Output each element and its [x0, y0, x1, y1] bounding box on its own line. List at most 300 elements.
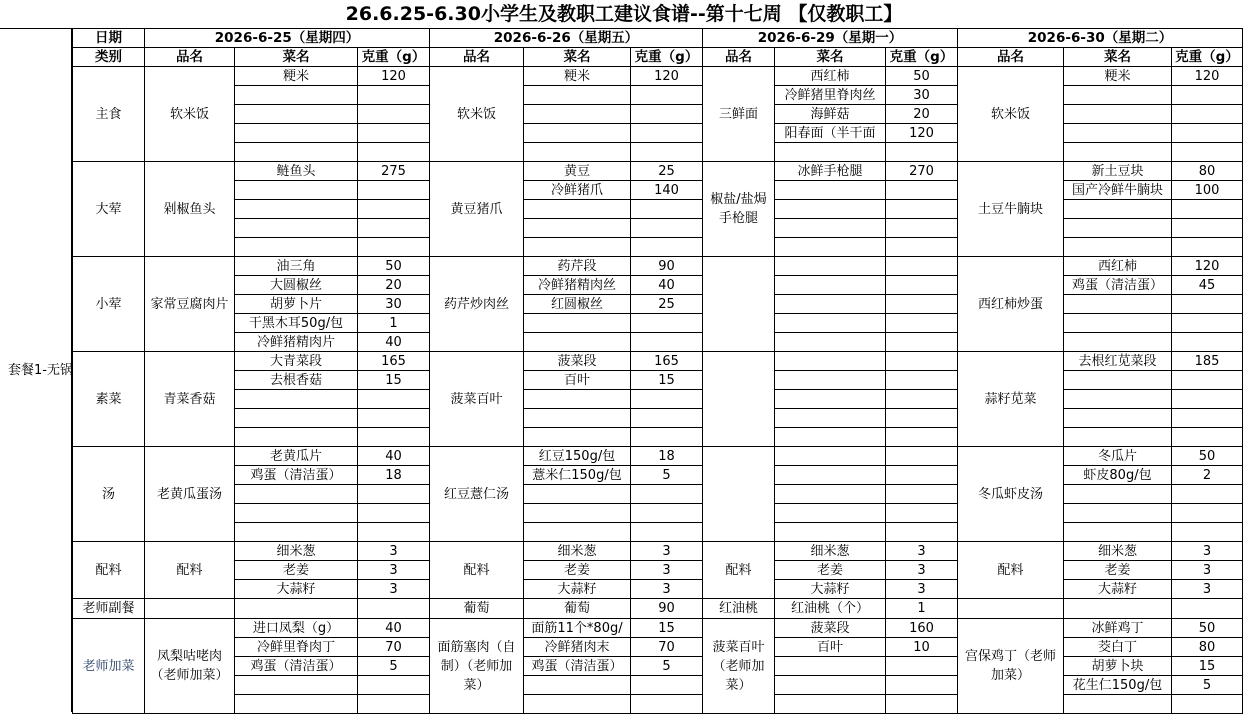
- item-cell: [775, 485, 886, 504]
- item-cell: 去根香菇: [235, 371, 358, 390]
- weight-cell: [631, 200, 703, 219]
- weight-cell: 165: [631, 352, 703, 371]
- weight-cell: [1172, 485, 1243, 504]
- weight-cell: 50: [886, 67, 958, 86]
- item-cell: 鸡蛋（清洁蛋）: [235, 657, 358, 676]
- weight-cell: [886, 657, 958, 676]
- item-cell: [1064, 523, 1172, 542]
- weight-cell: 15: [631, 371, 703, 390]
- item-cell: 西红柿: [1064, 257, 1172, 276]
- table-row: [73, 599, 1243, 619]
- weight-cell: [886, 428, 958, 447]
- weight-cell: [358, 409, 430, 428]
- weight-cell: [886, 676, 958, 695]
- dish-cell: 配料: [958, 542, 1064, 599]
- dish-cell: 菠菜百叶（老师加菜）: [703, 619, 775, 714]
- table-row: [73, 390, 1243, 409]
- item-cell: [775, 466, 886, 485]
- dish-cell: 红油桃: [703, 599, 775, 619]
- weight-cell: 2: [1172, 466, 1243, 485]
- table-row: [73, 86, 1243, 105]
- weight-cell: [631, 314, 703, 333]
- weight-cell: [1172, 333, 1243, 352]
- item-cell: 冷鲜猪肉末: [524, 638, 631, 657]
- weight-cell: 3: [1172, 580, 1243, 599]
- weight-label: 克重（g）: [358, 48, 430, 67]
- item-cell: 冷鲜里脊肉丁: [235, 638, 358, 657]
- item-cell: 鲢鱼头: [235, 162, 358, 181]
- dish-cell: 黄豆猪爪: [430, 162, 524, 257]
- item-cell: [235, 676, 358, 695]
- table-row: [73, 485, 1243, 504]
- item-label: 菜名: [1064, 48, 1172, 67]
- weight-cell: 3: [631, 580, 703, 599]
- weight-cell: [886, 219, 958, 238]
- dish-cell: [958, 599, 1064, 619]
- table-row: [73, 657, 1243, 676]
- item-cell: [775, 504, 886, 523]
- item-cell: 红圆椒丝: [524, 295, 631, 314]
- item-cell: 阳春面（半干面: [775, 124, 886, 143]
- item-cell: [775, 657, 886, 676]
- table-row: [73, 409, 1243, 428]
- category-cell: 大荤: [73, 162, 145, 257]
- weight-cell: [358, 181, 430, 200]
- weight-cell: 120: [886, 124, 958, 143]
- item-cell: [235, 523, 358, 542]
- weight-cell: 50: [358, 257, 430, 276]
- item-cell: 花生仁150g/包: [1064, 676, 1172, 695]
- weight-cell: [1172, 124, 1243, 143]
- item-cell: [235, 143, 358, 162]
- weight-cell: 1: [358, 314, 430, 333]
- dish-cell: 青菜香菇: [145, 352, 235, 447]
- item-cell: [1064, 504, 1172, 523]
- item-cell: [775, 276, 886, 295]
- dish-cell: 配料: [430, 542, 524, 599]
- weight-cell: 18: [358, 466, 430, 485]
- weight-cell: [886, 314, 958, 333]
- weight-cell: 120: [358, 67, 430, 86]
- date-label: 日期: [73, 29, 145, 48]
- weight-cell: [1172, 200, 1243, 219]
- weight-cell: [631, 86, 703, 105]
- item-cell: [775, 390, 886, 409]
- table-row: [73, 162, 1243, 181]
- weight-cell: [886, 333, 958, 352]
- weight-cell: [1172, 599, 1243, 619]
- table-row: [73, 257, 1243, 276]
- weight-cell: [631, 124, 703, 143]
- weight-cell: 5: [358, 657, 430, 676]
- category-cell: 汤: [73, 447, 145, 542]
- weight-cell: 40: [358, 447, 430, 466]
- weight-cell: [358, 200, 430, 219]
- item-cell: 大蒜籽: [235, 580, 358, 599]
- category-cell: 老师加菜: [73, 619, 145, 714]
- table-row: [73, 314, 1243, 333]
- item-cell: [775, 200, 886, 219]
- weight-cell: [358, 428, 430, 447]
- item-cell: 西红柿: [775, 67, 886, 86]
- table-row: [73, 523, 1243, 542]
- item-cell: [775, 371, 886, 390]
- item-cell: [1064, 409, 1172, 428]
- item-cell: [524, 390, 631, 409]
- weight-cell: [1172, 314, 1243, 333]
- table-row: [73, 619, 1243, 638]
- item-cell: [1064, 314, 1172, 333]
- item-cell: 冷鲜猪精肉片: [235, 333, 358, 352]
- weight-cell: 120: [631, 67, 703, 86]
- weight-cell: [358, 599, 430, 619]
- weight-cell: [886, 352, 958, 371]
- weight-cell: 15: [358, 371, 430, 390]
- item-cell: [235, 181, 358, 200]
- item-cell: [524, 86, 631, 105]
- item-cell: [775, 238, 886, 257]
- item-cell: 粳米: [524, 67, 631, 86]
- dish-label: 品名: [958, 48, 1064, 67]
- table-row: [73, 181, 1243, 200]
- weight-cell: [1172, 695, 1243, 714]
- dish-cell: [703, 447, 775, 542]
- weight-cell: [886, 504, 958, 523]
- item-cell: [1064, 238, 1172, 257]
- item-cell: 去根红苋菜段: [1064, 352, 1172, 371]
- weight-cell: 80: [1172, 638, 1243, 657]
- weight-cell: 40: [358, 619, 430, 638]
- dish-cell: [703, 257, 775, 352]
- item-cell: [524, 105, 631, 124]
- weight-cell: 25: [631, 295, 703, 314]
- item-cell: [775, 143, 886, 162]
- item-cell: [775, 257, 886, 276]
- item-cell: [524, 695, 631, 714]
- weight-cell: 70: [631, 638, 703, 657]
- item-cell: 大蒜籽: [775, 580, 886, 599]
- table-row: [73, 352, 1243, 371]
- item-cell: [235, 219, 358, 238]
- side-label-cell: [0, 28, 72, 712]
- weight-cell: [358, 695, 430, 714]
- item-cell: [235, 390, 358, 409]
- weight-cell: [886, 371, 958, 390]
- weight-cell: 3: [886, 580, 958, 599]
- item-cell: [775, 523, 886, 542]
- item-cell: 葡萄: [524, 599, 631, 619]
- weight-cell: [886, 523, 958, 542]
- item-cell: [1064, 371, 1172, 390]
- table-row: [73, 466, 1243, 485]
- weight-cell: 100: [1172, 181, 1243, 200]
- day-date: 2026-6-30（星期二）: [958, 29, 1243, 48]
- weight-cell: [1172, 105, 1243, 124]
- weight-cell: [886, 276, 958, 295]
- item-cell: 粳米: [1064, 67, 1172, 86]
- weight-cell: [358, 485, 430, 504]
- item-cell: 鸡蛋（清洁蛋）: [1064, 276, 1172, 295]
- item-cell: [235, 105, 358, 124]
- item-cell: 老姜: [1064, 561, 1172, 580]
- item-cell: 冰鲜手枪腿: [775, 162, 886, 181]
- item-cell: [524, 314, 631, 333]
- table-row: [73, 295, 1243, 314]
- weight-cell: [1172, 219, 1243, 238]
- item-cell: 胡萝卜片: [235, 295, 358, 314]
- item-cell: 细米葱: [235, 542, 358, 561]
- weight-cell: [631, 428, 703, 447]
- item-cell: [1064, 599, 1172, 619]
- side-label: 套餐1-无锅: [8, 363, 73, 378]
- weight-cell: [358, 124, 430, 143]
- weight-cell: [886, 409, 958, 428]
- table-row: [73, 542, 1243, 561]
- item-cell: 百叶: [775, 638, 886, 657]
- table-row: [73, 200, 1243, 219]
- dish-cell: [703, 352, 775, 447]
- item-cell: [524, 333, 631, 352]
- item-cell: [235, 409, 358, 428]
- item-cell: [235, 504, 358, 523]
- weight-cell: [886, 181, 958, 200]
- header-column-row: [73, 48, 1243, 67]
- table-row: [73, 124, 1243, 143]
- weight-cell: [886, 257, 958, 276]
- dish-label: 品名: [430, 48, 524, 67]
- weight-cell: [1172, 390, 1243, 409]
- category-cell: 小荤: [73, 257, 145, 352]
- item-cell: [524, 485, 631, 504]
- item-cell: [775, 181, 886, 200]
- item-cell: [235, 124, 358, 143]
- category-cell: 主食: [73, 67, 145, 162]
- weight-cell: 5: [631, 466, 703, 485]
- weight-cell: 270: [886, 162, 958, 181]
- item-cell: [524, 200, 631, 219]
- weight-cell: 1: [886, 599, 958, 619]
- weight-cell: 3: [886, 542, 958, 561]
- item-cell: 胡萝卜块: [1064, 657, 1172, 676]
- item-cell: 油三角: [235, 257, 358, 276]
- weight-cell: 90: [631, 599, 703, 619]
- weight-cell: [358, 143, 430, 162]
- weight-cell: 3: [1172, 542, 1243, 561]
- weight-cell: 3: [358, 561, 430, 580]
- weight-cell: [1172, 523, 1243, 542]
- item-cell: [1064, 333, 1172, 352]
- item-cell: 老姜: [235, 561, 358, 580]
- weight-cell: [358, 523, 430, 542]
- item-cell: 药芹段: [524, 257, 631, 276]
- dish-cell: 三鲜面: [703, 67, 775, 162]
- weight-cell: [358, 676, 430, 695]
- item-cell: [775, 295, 886, 314]
- weight-cell: [631, 695, 703, 714]
- item-cell: 虾皮80g/包: [1064, 466, 1172, 485]
- table-row: [73, 638, 1243, 657]
- weight-cell: [358, 390, 430, 409]
- page-title: 26.6.25-6.30小学生及教职工建议食谱--第十七周 【仅教职工】: [345, 3, 903, 25]
- dish-cell: 菠菜百叶: [430, 352, 524, 447]
- weight-cell: 80: [1172, 162, 1243, 181]
- weight-cell: [1172, 371, 1243, 390]
- weight-cell: [886, 485, 958, 504]
- category-label: 类别: [73, 48, 145, 67]
- weight-cell: 5: [1172, 676, 1243, 695]
- dish-cell: 冬瓜虾皮汤: [958, 447, 1064, 542]
- weight-cell: [631, 409, 703, 428]
- item-cell: [235, 86, 358, 105]
- weight-cell: 3: [631, 542, 703, 561]
- weight-cell: [886, 238, 958, 257]
- weight-cell: 30: [358, 295, 430, 314]
- weight-cell: 3: [1172, 561, 1243, 580]
- weight-cell: 15: [1172, 657, 1243, 676]
- item-cell: 老姜: [524, 561, 631, 580]
- weight-cell: [631, 485, 703, 504]
- weight-cell: [1172, 428, 1243, 447]
- weight-cell: [1172, 238, 1243, 257]
- dish-label: 品名: [703, 48, 775, 67]
- dish-cell: 土豆牛腩块: [958, 162, 1064, 257]
- item-cell: [524, 428, 631, 447]
- item-cell: [524, 219, 631, 238]
- weight-cell: 120: [1172, 257, 1243, 276]
- table-row: [73, 276, 1243, 295]
- item-cell: [1064, 295, 1172, 314]
- item-cell: 进口凤梨（g）: [235, 619, 358, 638]
- item-cell: 大蒜籽: [524, 580, 631, 599]
- dish-cell: 葡萄: [430, 599, 524, 619]
- table-row: [73, 447, 1243, 466]
- item-cell: 老姜: [775, 561, 886, 580]
- weight-cell: 40: [358, 333, 430, 352]
- item-cell: [1064, 86, 1172, 105]
- dish-cell: 剁椒鱼头: [145, 162, 235, 257]
- dish-cell: 药芹炒肉丝: [430, 257, 524, 352]
- item-cell: [235, 695, 358, 714]
- dish-cell: 椒盐/盐焗手枪腿: [703, 162, 775, 257]
- item-cell: [1064, 200, 1172, 219]
- item-cell: [775, 676, 886, 695]
- table-row: [73, 580, 1243, 599]
- item-cell: 冰鲜鸡丁: [1064, 619, 1172, 638]
- dish-cell: 蒜籽苋菜: [958, 352, 1064, 447]
- weight-cell: 90: [631, 257, 703, 276]
- weight-label: 克重（g）: [1172, 48, 1243, 67]
- dish-cell: 西红柿炒蛋: [958, 257, 1064, 352]
- item-cell: [235, 485, 358, 504]
- weight-cell: [358, 504, 430, 523]
- weight-cell: [631, 390, 703, 409]
- item-label: 菜名: [235, 48, 358, 67]
- weight-cell: [1172, 504, 1243, 523]
- dish-cell: 老黄瓜蛋汤: [145, 447, 235, 542]
- item-cell: [524, 143, 631, 162]
- weight-cell: [1172, 295, 1243, 314]
- item-cell: 细米葱: [524, 542, 631, 561]
- category-cell: 配料: [73, 542, 145, 599]
- item-cell: [524, 523, 631, 542]
- dish-cell: 红豆薏仁汤: [430, 447, 524, 542]
- weight-cell: 50: [1172, 619, 1243, 638]
- weight-cell: [886, 143, 958, 162]
- item-cell: 红豆150g/包: [524, 447, 631, 466]
- dish-cell: 面筋塞肉（自制）（老师加菜）: [430, 619, 524, 714]
- item-cell: [524, 676, 631, 695]
- weight-cell: 15: [631, 619, 703, 638]
- dish-label: 品名: [145, 48, 235, 67]
- item-cell: [1064, 390, 1172, 409]
- item-cell: 大青菜段: [235, 352, 358, 371]
- weight-cell: 20: [358, 276, 430, 295]
- table-row: [73, 561, 1243, 580]
- weight-cell: [886, 447, 958, 466]
- table-row: [73, 238, 1243, 257]
- dish-cell: 凤梨咕咾肉（老师加菜）: [145, 619, 235, 714]
- weight-cell: [631, 333, 703, 352]
- weight-cell: [631, 238, 703, 257]
- weight-cell: 3: [631, 561, 703, 580]
- weight-cell: [631, 504, 703, 523]
- item-cell: [1064, 219, 1172, 238]
- weight-cell: [631, 143, 703, 162]
- item-cell: [775, 314, 886, 333]
- item-cell: 薏米仁150g/包: [524, 466, 631, 485]
- item-cell: 细米葱: [775, 542, 886, 561]
- table-row: [73, 333, 1243, 352]
- item-cell: 茭白丁: [1064, 638, 1172, 657]
- item-cell: [235, 200, 358, 219]
- item-cell: [1064, 695, 1172, 714]
- category-cell: 老师副餐: [73, 599, 145, 619]
- weight-cell: 10: [886, 638, 958, 657]
- weight-cell: 70: [358, 638, 430, 657]
- weight-label: 克重（g）: [631, 48, 703, 67]
- weight-cell: [631, 676, 703, 695]
- weight-cell: 18: [631, 447, 703, 466]
- weight-cell: 5: [631, 657, 703, 676]
- menu-table: [72, 28, 1243, 714]
- dish-cell: 宫保鸡丁（老师加菜）: [958, 619, 1064, 714]
- weight-cell: 275: [358, 162, 430, 181]
- weight-cell: 140: [631, 181, 703, 200]
- day-date: 2026-6-25（星期四）: [145, 29, 430, 48]
- item-cell: [1064, 485, 1172, 504]
- table-row: [73, 67, 1243, 86]
- item-cell: [775, 219, 886, 238]
- table-row: [73, 219, 1243, 238]
- weight-cell: [886, 390, 958, 409]
- weight-cell: 50: [1172, 447, 1243, 466]
- item-cell: [524, 124, 631, 143]
- day-date: 2026-6-29（星期一）: [703, 29, 958, 48]
- weight-cell: 20: [886, 105, 958, 124]
- item-cell: 大圆椒丝: [235, 276, 358, 295]
- item-cell: [1064, 143, 1172, 162]
- item-cell: 海鲜菇: [775, 105, 886, 124]
- item-cell: [775, 333, 886, 352]
- weight-cell: [886, 200, 958, 219]
- item-cell: 冬瓜片: [1064, 447, 1172, 466]
- weight-cell: 185: [1172, 352, 1243, 371]
- item-cell: 红油桃（个）: [775, 599, 886, 619]
- weight-cell: [886, 466, 958, 485]
- item-cell: [235, 238, 358, 257]
- item-cell: [524, 409, 631, 428]
- weight-cell: [1172, 409, 1243, 428]
